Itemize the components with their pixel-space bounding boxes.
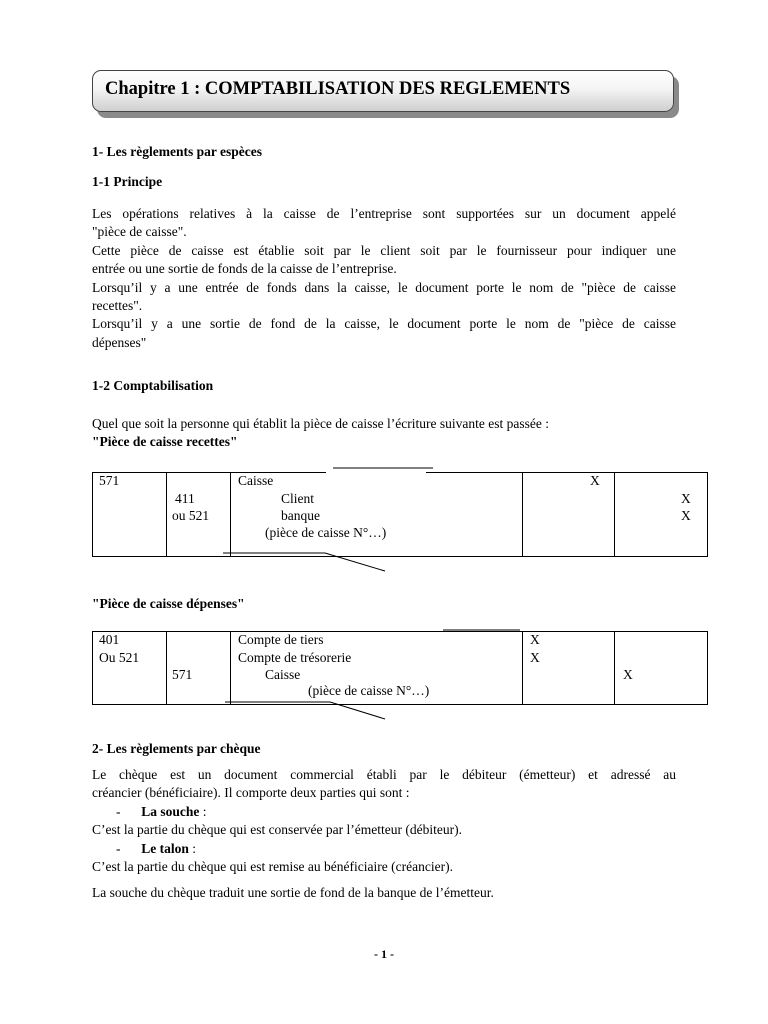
credit-mark: X bbox=[623, 667, 633, 682]
credit-mark: X bbox=[681, 508, 691, 523]
principe-line: dépenses" bbox=[92, 334, 147, 350]
piece-reference: (pièce de caisse N°…) bbox=[265, 525, 387, 540]
recettes-label: "Pièce de caisse recettes" bbox=[92, 434, 238, 449]
cheque-intro-line: créancier (bénéficiaire). Il comporte deux parties qui sont : bbox=[92, 785, 410, 801]
libelle-credit: banque bbox=[281, 508, 320, 523]
cheque-intro-paragraph bbox=[92, 766, 676, 803]
souche-label: La souche bbox=[141, 804, 200, 819]
subsection-1-1-heading: 1-1 Principe bbox=[92, 174, 163, 189]
depenses-label: "Pièce de caisse dépenses" bbox=[92, 596, 245, 611]
libelle-debit: Caisse bbox=[238, 473, 274, 488]
section-2-heading: 2- Les règlements par chèque bbox=[92, 741, 261, 756]
principe-line: Lorsqu’il y a une entrée de fonds dans la caisse, le document porte le nom de "pièce de caisse bbox=[92, 279, 676, 295]
credit-mark: X bbox=[681, 491, 691, 506]
comptabilisation-intro: Quel que soit la personne qui établit la pièce de caisse l’écriture suivante est passée : bbox=[92, 416, 549, 431]
chapter-title: Chapitre 1 : COMPTABILISATION DES REGLEMENTS bbox=[105, 79, 571, 99]
debit-account: 571 bbox=[99, 473, 120, 488]
libelle-credit: Client bbox=[281, 491, 314, 506]
debit-account: Ou 521 bbox=[99, 650, 140, 665]
credit-account: 571 bbox=[172, 667, 193, 682]
subsection-1-2-heading: 1-2 Comptabilisation bbox=[92, 378, 214, 393]
libelle-debit: Compte de tiers bbox=[238, 632, 324, 647]
section-1-heading: 1- Les règlements par espèces bbox=[92, 144, 262, 159]
piece-reference: (pièce de caisse N°…) bbox=[308, 683, 430, 698]
talon-description: C’est la partie du chèque qui est remise au bénéficiaire (créancier). bbox=[92, 859, 453, 874]
souche-bullet bbox=[116, 804, 207, 820]
credit-account: 411 bbox=[175, 491, 195, 506]
cheque-intro-line: Le chèque est un document commercial établi par le débiteur (émetteur) et adressé au bbox=[92, 767, 676, 782]
souche-colon: : bbox=[199, 804, 207, 819]
debit-account: 401 bbox=[99, 632, 120, 647]
talon-bullet bbox=[116, 841, 196, 857]
principe-line: entrée ou une sortie de fonds de la caisse de l’entreprise. bbox=[92, 261, 397, 277]
debit-mark: X bbox=[530, 632, 540, 647]
talon-label: Le talon bbox=[141, 841, 189, 856]
bullet-dash: - bbox=[116, 804, 121, 819]
bullet-dash: - bbox=[116, 841, 121, 856]
principe-line: recettes". bbox=[92, 298, 143, 314]
talon-colon: : bbox=[188, 841, 197, 856]
principe-line: "pièce de caisse". bbox=[92, 224, 187, 240]
souche-description: C’est la partie du chèque qui est conservée par l’émetteur (débiteur). bbox=[92, 822, 462, 837]
debit-mark: X bbox=[590, 473, 600, 488]
libelle-credit: Caisse bbox=[265, 667, 301, 682]
libelle-debit: Compte de trésorerie bbox=[238, 650, 352, 665]
cheque-conclusion: La souche du chèque traduit une sortie de fond de la banque de l’émetteur. bbox=[92, 885, 494, 900]
page-number: - 1 - bbox=[374, 947, 394, 961]
principe-line: Lorsqu’il y a une sortie de fond de la caisse, le document porte le nom de "pièce de caisse bbox=[92, 316, 676, 332]
principe-line: Les opérations relatives à la caisse de l’entreprise sont supportées sur un document appelé bbox=[92, 206, 676, 221]
debit-mark: X bbox=[530, 650, 540, 665]
credit-account: ou 521 bbox=[172, 508, 210, 523]
principe-line: Cette pièce de caisse est établie soit par le client soit par le fournisseur pour indiquer une bbox=[92, 242, 676, 258]
